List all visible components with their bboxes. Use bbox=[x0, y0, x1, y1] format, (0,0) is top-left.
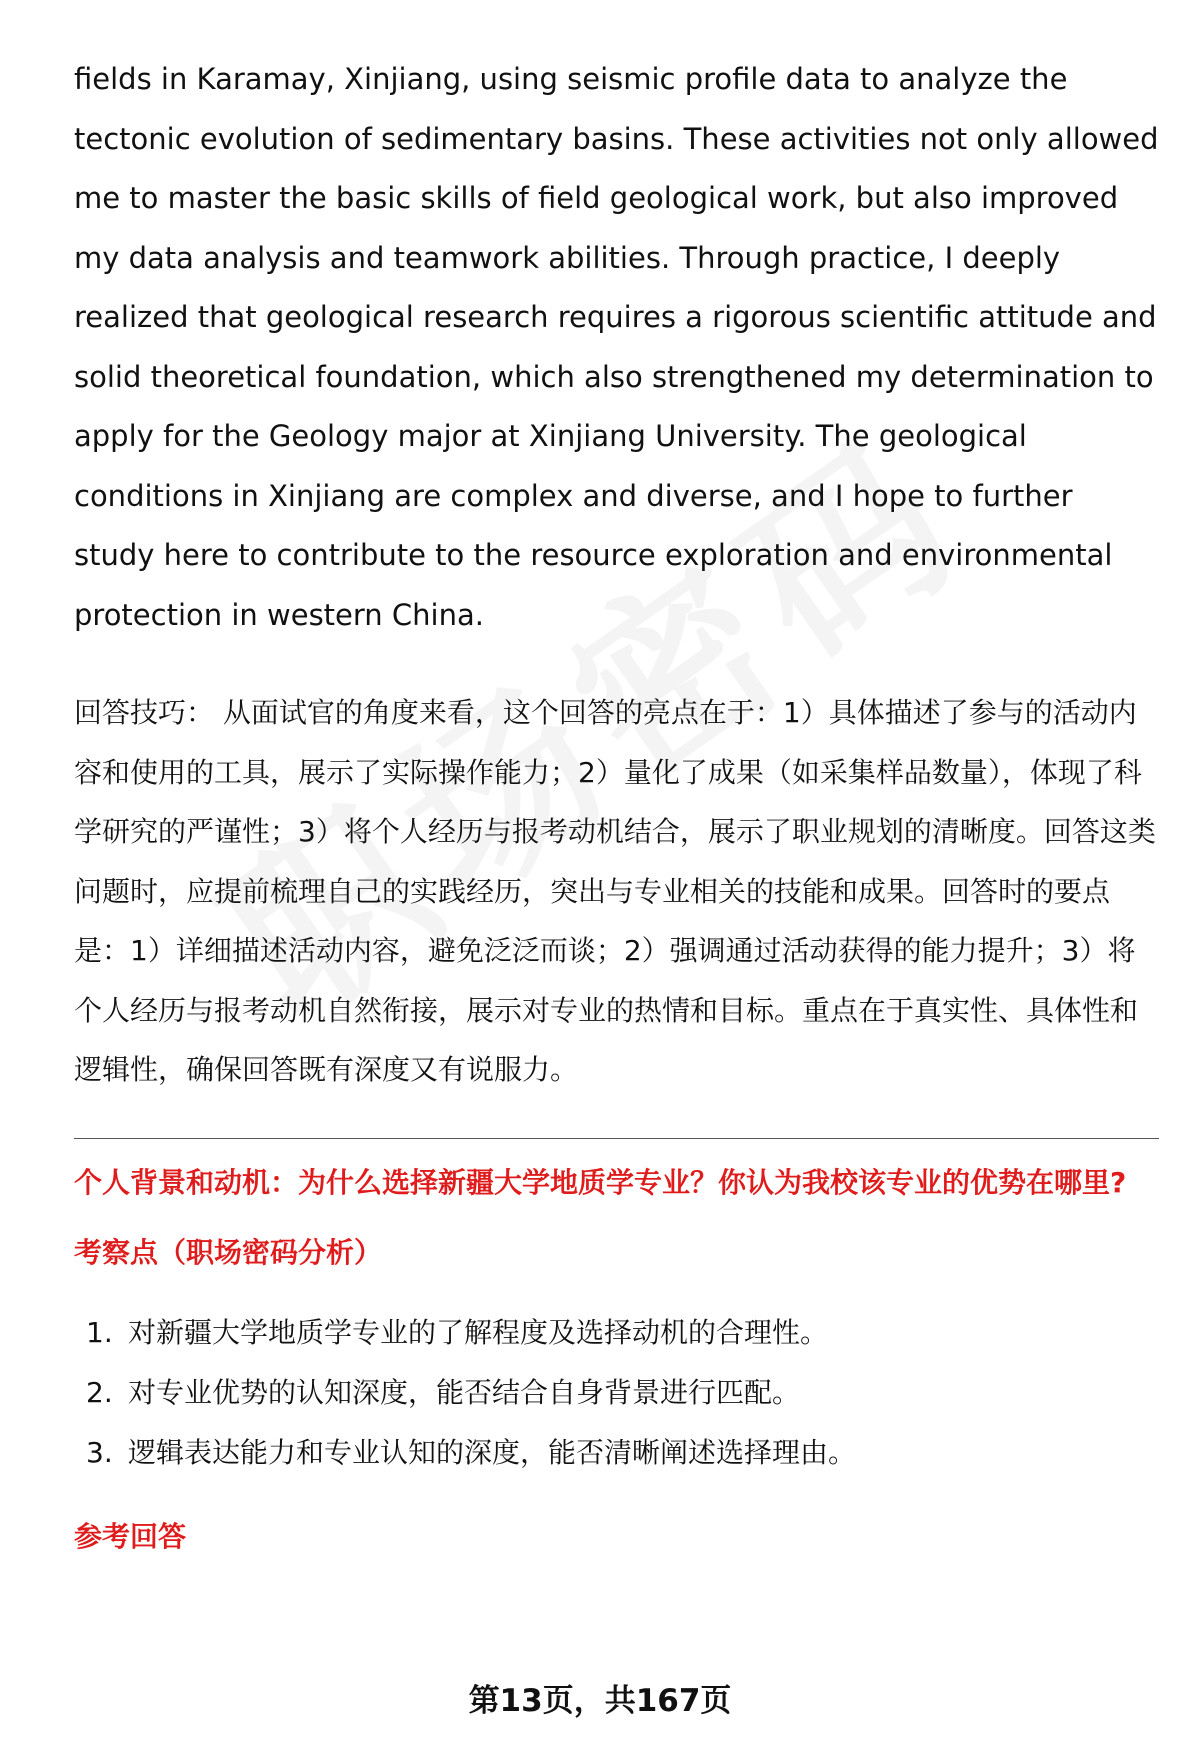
page-footer: 第13页，共167页 bbox=[468, 1683, 732, 1719]
question-title: 个人背景和动机：为什么选择新疆大学地质学专业？你认为我校该专业的优势在哪里? bbox=[74, 1165, 1127, 1199]
section-divider bbox=[74, 1138, 1159, 1139]
list-item-text: 对新疆大学地质学专业的了解程度及选择动机的合理性。 bbox=[128, 1315, 829, 1349]
list-item-text: 对专业优势的认知深度，能否结合自身背景进行匹配。 bbox=[128, 1375, 801, 1409]
assessment-points-list bbox=[74, 1303, 1159, 1483]
answer-tips-paragraph: 回答技巧： 从面试官的角度来看，这个回答的亮点在于：1）具体描述了参与的活动内容和使用的工具，展示了实际操作能力；2）量化了成果（如采集样品数量），体现了科学研究的严谨性；3）将个人经历与报考动机结合，展示了职业规划的清晰度。回答这类问题时，应提前梳理自己的实践经历，突出与专业相关的技能和成果。回答时的要点是：1）详细描述活动内容，避免泛泛而谈；2）强调通过活动获得的能力提升；3）将个人经历与报考动机自然衔接，展示对专业的热情和目标。重点在于真实性、具体性和逻辑性，确保回答既有深度又有说服力。 bbox=[74, 696, 1156, 1086]
list-item bbox=[74, 1423, 1159, 1483]
assessment-heading: 考察点（职场密码分析） bbox=[74, 1235, 383, 1269]
page-content bbox=[74, 50, 1159, 1557]
list-item bbox=[74, 1363, 1159, 1423]
list-item-number: 3. bbox=[86, 1435, 113, 1469]
answer-continuation-paragraph: fields in Karamay, Xinjiang, using seismic profile data to analyze the tectonic evolution of sedimentary basins. These activities not only allowed me to master the basic skills of field geological work, but also improved my data analysis and teamwork abilities. Through practice, I deeply realized that geological research requires a rigorous scientific attitude and solid theoretical foundation, which also strengthened my determination to apply for the Geology major at Xinjiang University. The geological conditions in Xinjiang are complex and diverse, and I hope to further study here to contribute to the resource exploration and environmental protection in western China. bbox=[74, 62, 1159, 632]
list-item-number: 1. bbox=[86, 1315, 113, 1349]
list-item-number: 2. bbox=[86, 1375, 113, 1409]
reference-answer-heading: 参考回答 bbox=[74, 1519, 187, 1553]
list-item bbox=[74, 1303, 1159, 1363]
list-item-text: 逻辑表达能力和专业认知的深度，能否清晰阐述选择理由。 bbox=[128, 1435, 857, 1469]
